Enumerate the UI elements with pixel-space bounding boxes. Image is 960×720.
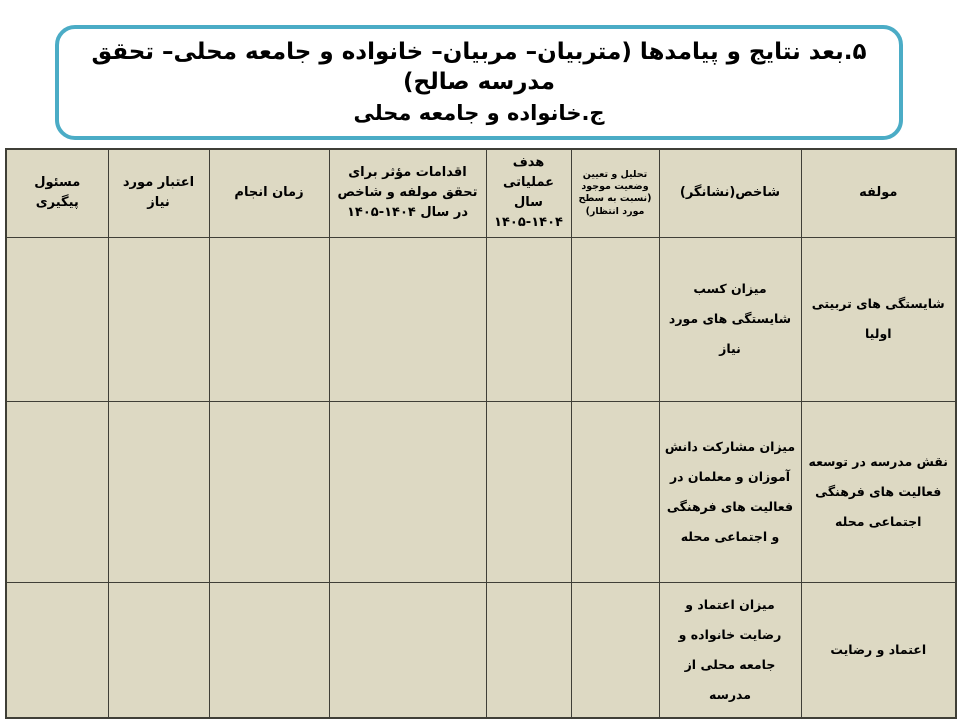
col-header-actions: اقدامات مؤثر برای تحقق مولفه و شاخص در سال ۱۴۰۴-۱۴۰۵ — [329, 149, 486, 237]
cell-budget — [108, 582, 209, 718]
cell-indicator: میزان کسب شایستگی های مورد نیاز — [659, 237, 801, 401]
col-header-responsible: مسئول پیگیری — [6, 149, 108, 237]
cell-goal — [486, 401, 571, 582]
col-header-indicator: شاخص(نشانگر) — [659, 149, 801, 237]
cell-analysis — [571, 237, 659, 401]
cell-budget — [108, 237, 209, 401]
col-header-time: زمان انجام — [209, 149, 329, 237]
cell-analysis — [571, 401, 659, 582]
cell-actions — [329, 401, 486, 582]
cell-goal — [486, 582, 571, 718]
cell-responsible — [6, 582, 108, 718]
cell-actions — [329, 582, 486, 718]
col-header-component: مولفه — [801, 149, 956, 237]
cell-component: شایستگی های تربیتی اولیا — [801, 237, 956, 401]
table-row — [6, 401, 956, 582]
cell-goal — [486, 237, 571, 401]
cell-indicator: میزان اعتماد و رضایت خانواده و جامعه محلی از مدرسه — [659, 582, 801, 718]
page-title-line-2: ج.خانواده و جامعه محلی — [353, 101, 605, 126]
col-header-budget: اعتبار مورد نیاز — [108, 149, 209, 237]
cell-responsible — [6, 401, 108, 582]
cell-time — [209, 237, 329, 401]
table-row — [6, 237, 956, 401]
cell-actions — [329, 237, 486, 401]
header-row — [6, 149, 956, 237]
cell-budget — [108, 401, 209, 582]
cell-component: اعتماد و رضایت — [801, 582, 956, 718]
cell-analysis — [571, 582, 659, 718]
table-row — [6, 582, 956, 718]
cell-responsible — [6, 237, 108, 401]
cell-indicator: میزان مشارکت دانش آموزان و معلمان در فعالیت های فرهنگی و اجتماعی محله — [659, 401, 801, 582]
cell-component: نقش مدرسه در توسعه فعالیت های فرهنگی اجتماعی محله — [801, 401, 956, 582]
cell-time — [209, 401, 329, 582]
title-box — [55, 25, 903, 140]
page-title-line-1: ۵.بعد نتایج و پیامدها (متربیان– مربیان– خانواده و جامعه محلی– تحقق مدرسه صالح) — [91, 38, 867, 95]
col-header-goal: هدف عملیاتی سال ۱۴۰۴-۱۴۰۵ — [486, 149, 571, 237]
cell-time — [209, 582, 329, 718]
planning-table — [5, 148, 957, 719]
col-header-analysis: تحلیل و تعیین وضعیت موجود (نسبت به سطح مورد انتظار) — [571, 149, 659, 237]
